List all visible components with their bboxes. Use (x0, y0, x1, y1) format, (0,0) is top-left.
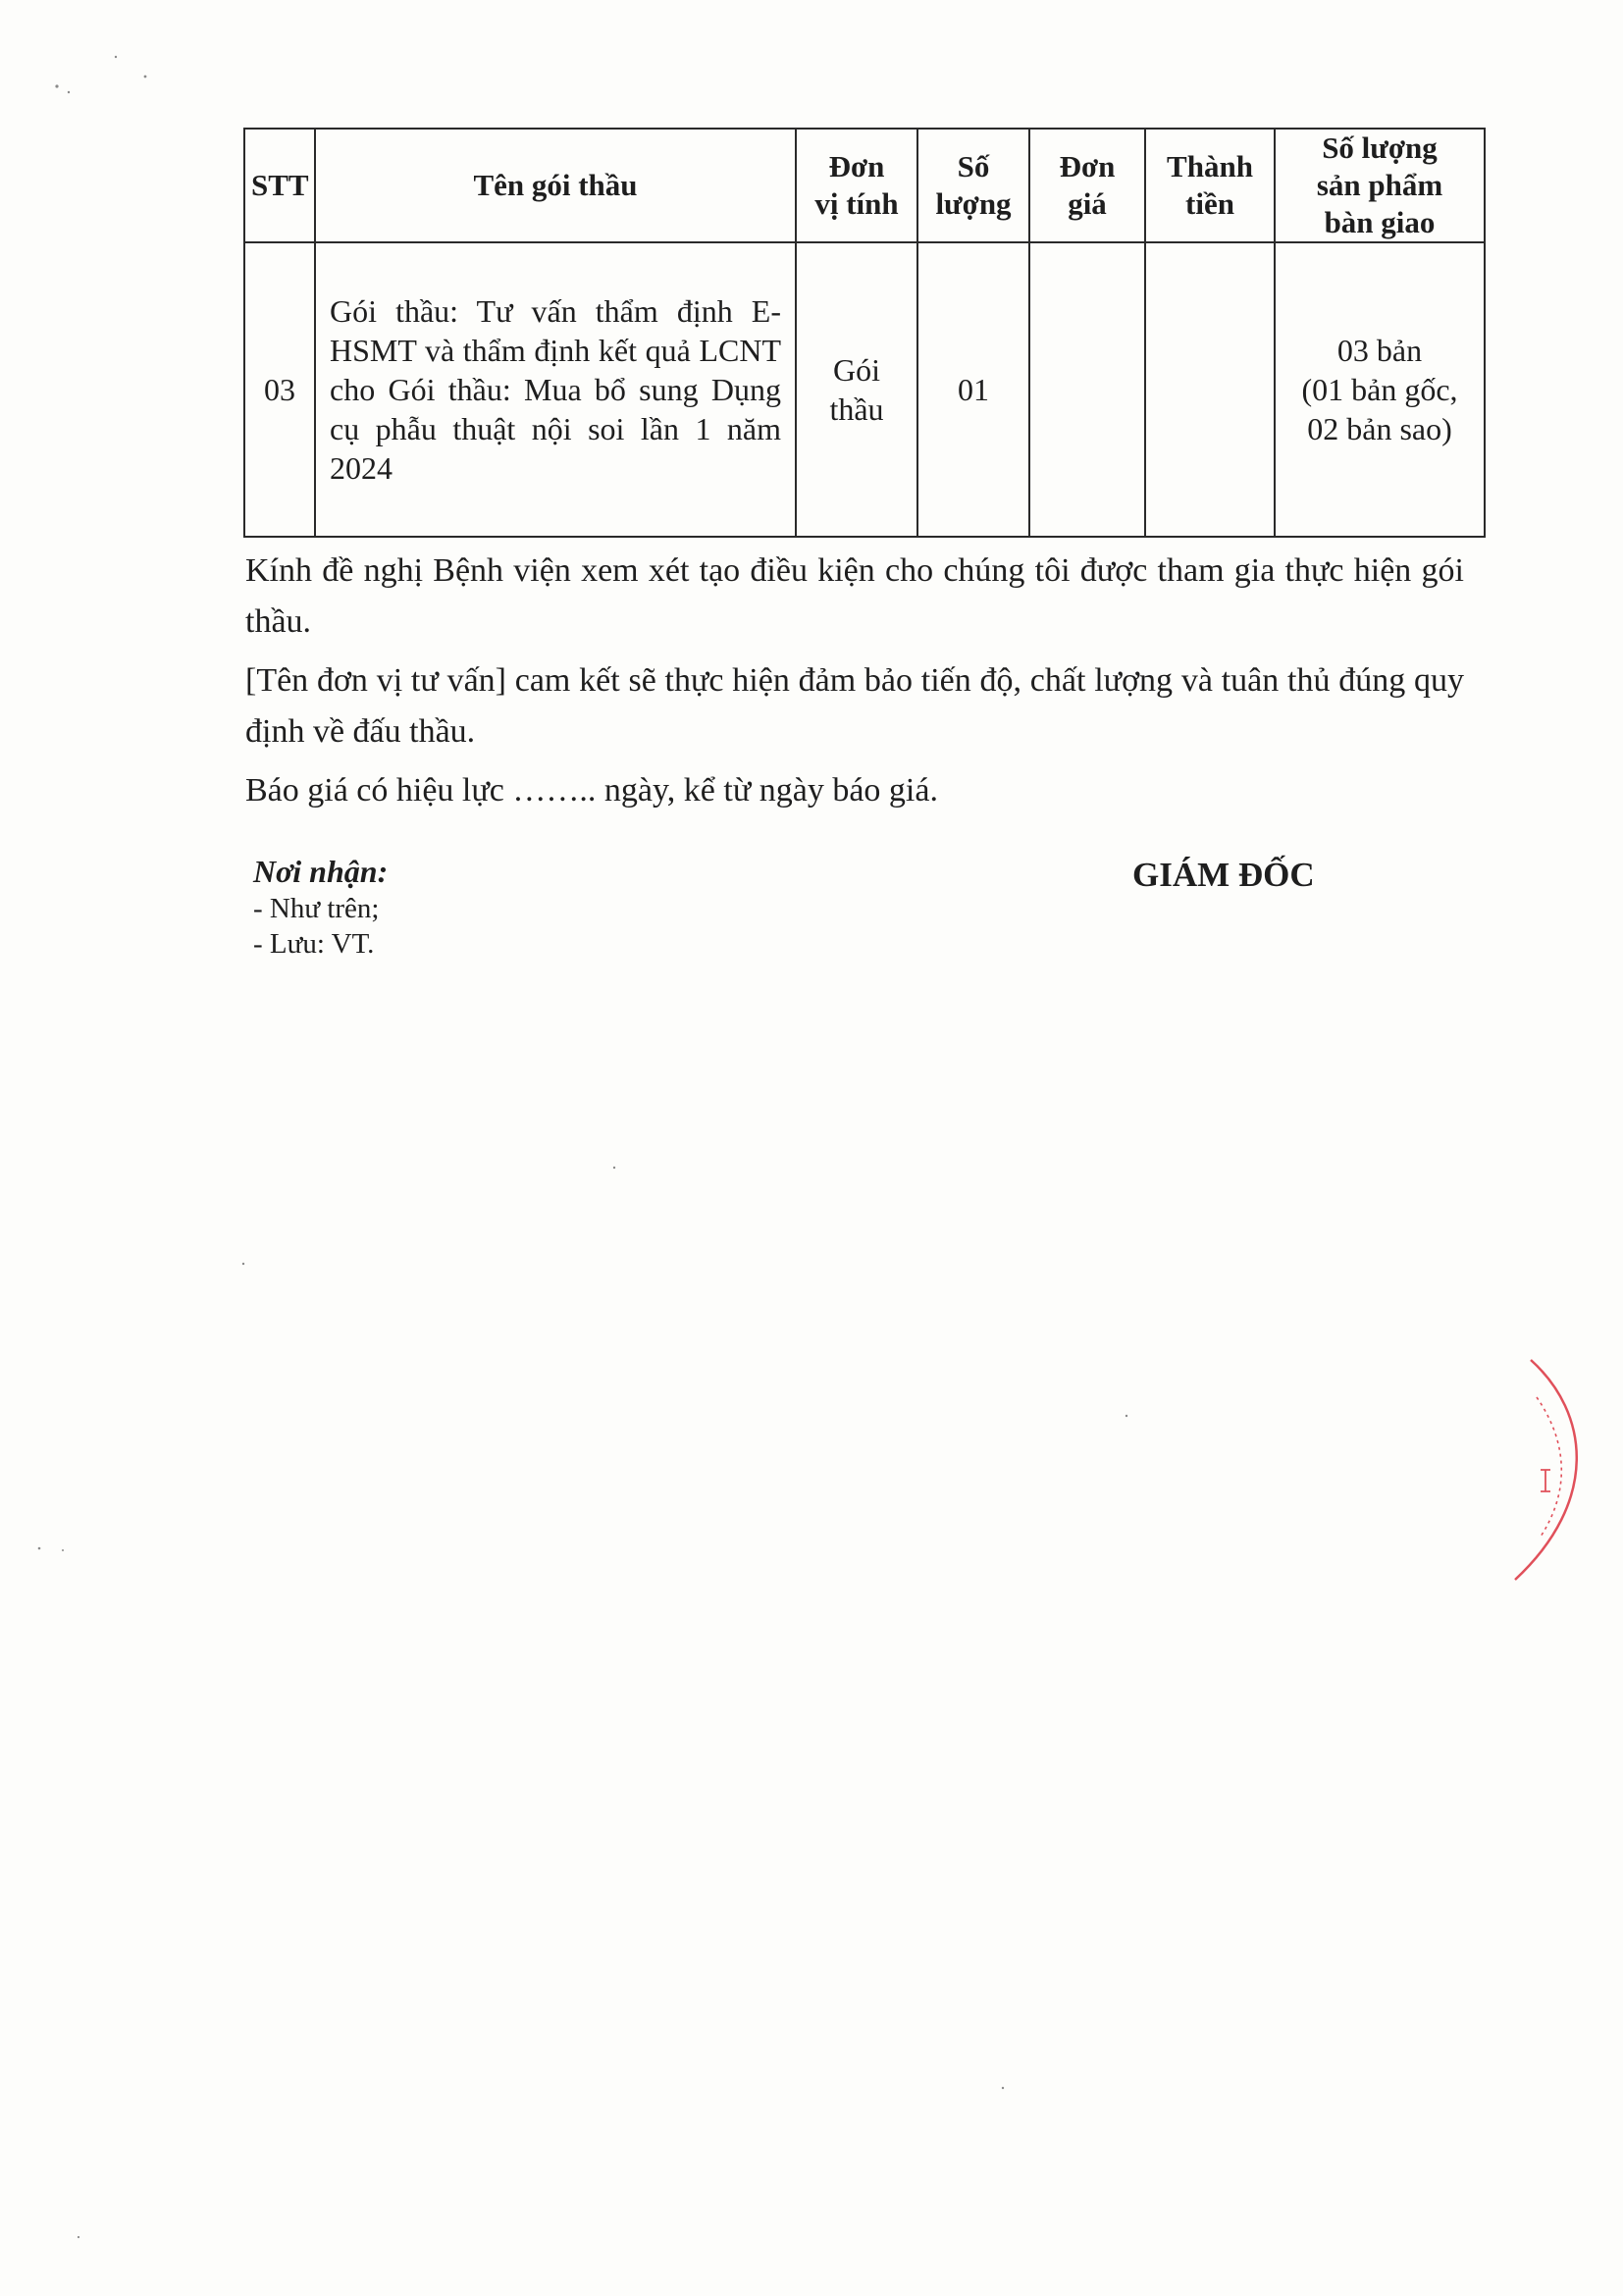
cell-deliverables: 03 bản (01 bản gốc, 02 bản sao) (1275, 242, 1485, 537)
header-quantity: Số lượng (917, 129, 1029, 242)
cell-stt: 03 (244, 242, 315, 537)
recipient-item: - Như trên; (253, 893, 380, 924)
recipients-heading: Nơi nhận: (253, 854, 389, 889)
header-package-name: Tên gói thầu (315, 129, 796, 242)
recipient-item: - Lưu: VT. (253, 928, 375, 960)
cell-package-name: Gói thầu: Tư vấn thẩm định E-HSMT và thẩm định kết quả LCNT cho Gói thầu: Mua bổ sung Dụng cụ phẫu thuật nội soi lần 1 năm 2024 (315, 242, 796, 537)
validity-paragraph: Báo giá có hiệu lực …….. ngày, kể từ ngày báo giá. (245, 772, 938, 809)
cell-unit: Gói thầu (796, 242, 917, 537)
header-total: Thành tiền (1145, 129, 1275, 242)
signature-title: GIÁM ĐỐC (1132, 856, 1315, 894)
header-unit: Đơn vị tính (796, 129, 917, 242)
request-paragraph: Kính đề nghị Bệnh viện xem xét tạo điều kiện cho chúng tôi được tham gia thực hiện gói thầu. (245, 552, 1464, 640)
header-stt: STT (244, 129, 315, 242)
commitment-paragraph: [Tên đơn vị tư vấn] cam kết sẽ thực hiện đảm bảo tiến độ, chất lượng và tuân thủ đúng quy định về đấu thầu. (245, 662, 1464, 750)
header-unit-price: Đơn giá (1029, 129, 1145, 242)
header-deliverables: Số lượng sản phẩm bàn giao (1275, 129, 1485, 242)
cell-quantity: 01 (917, 242, 1029, 537)
